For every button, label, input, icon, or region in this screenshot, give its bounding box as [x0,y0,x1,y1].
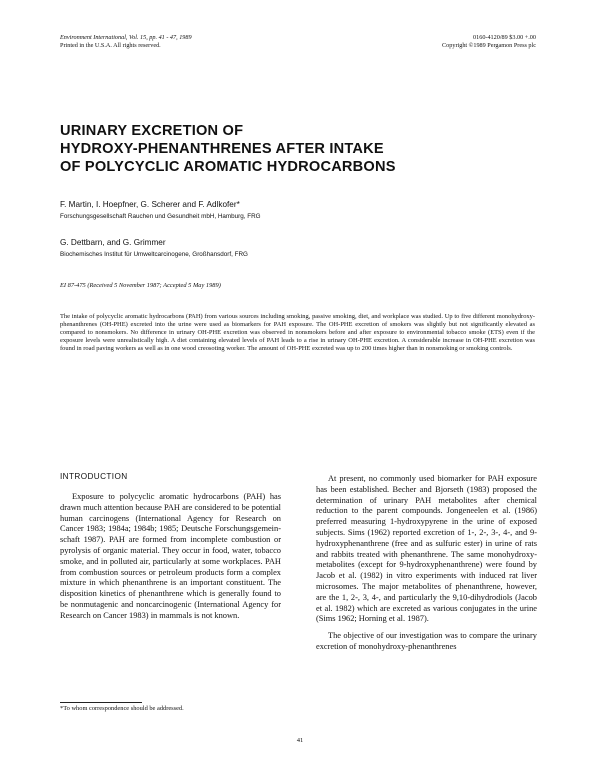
intro-paragraph-right-2: The objective of our investigation was to compare the urinary excretion of monohydroxy-phenanthrenes [316,631,537,651]
page-number: 41 [296,737,304,744]
authors-group-1: F. Martin, I. Hoepfner, G. Scherer and F. Adlkofer* [60,200,240,209]
printed-notice: Printed in the U.S.A. All rights reserved. [60,42,161,49]
issn-code: 0160-4120/89 $3.00 +.00 [473,34,536,41]
title-line-2: HYDROXY-PHENANTHRENES AFTER INTAKE [60,141,384,157]
correspondence-footnote: *To whom correspondence should be addressed. [60,705,184,712]
abstract: The intake of polycyclic aromatic hydrocarbons (PAH) from various sources including smoking, passive smoking, diet, and workplace was studied. Up to five different monohydroxy-phenanthrenes (OH-PHE) excreted into the urine were used as biomarkers for PAH exposure. The OH-PHE excretion of smokers was slightly but not significantly elevated as compared to nonsmokers. No difference in urinary OH-PHE excretion was observed in nonsmokers before and after exposure to environmental tobacco smoke (ETS) even if the exposure levels were unrealistically high. A diet containing elevated levels of PAH leads to a rise in urinary OH-PHE excretion. A considerable increase in OH-PHE excretion was found in road paving workers as well as in one wood creosoting worker. The amount of OH-PHE excreted was up to 200 times higher than in nonsmoking or smoking controls. [60,313,535,353]
left-column [60,492,281,622]
right-column [316,474,537,653]
authors-group-2: G. Dettbarn, and G. Grimmer [60,238,166,247]
received-accepted-dates: EI 87-475 (Received 5 November 1987; Accepted 5 May 1989) [60,282,221,289]
journal-header-left [60,34,320,50]
journal-header-right [336,34,536,50]
copyright-notice: Copyright ©1989 Pergamon Press plc [442,42,536,49]
intro-paragraph-left: Exposure to polycyclic aromatic hydrocarbons (PAH) has drawn much attention because PAH are considered to be potential human carcinogens (International Agency for Research on Cancer 1983; 1984a; 1984b; 1985; Deutsche Forschungsgemein-schaft 1987). PAH are formed from incomplete combustion or pyrolysis of organic material. They occur in food, water, tobacco smoke, and in polluted air, particularly at some workplaces. PAH from combustion sources or petroleum products form a complex mixture in which phenanthrene is an important constituent. The disposition kinetics of phenanthrene which is generally found to be nonmutagenic and noncarcinogenic (International Agency for Research on Cancer 1983) in mammals is not known. [60,492,281,620]
introduction-heading: INTRODUCTION [60,472,128,481]
journal-citation: Environment International, Vol. 15, pp. 41 - 47, 1989 [60,34,192,41]
title-line-3: OF POLYCYCLIC AROMATIC HYDROCARBONS [60,159,396,175]
footnote-divider [60,702,142,703]
affiliation-2: Biochemisches Institut für Umweltcarcinogene, Großhansdorf, FRG [60,251,248,258]
paper-title [60,122,540,176]
intro-paragraph-right-1: At present, no commonly used biomarker for PAH exposure has been established. Becher and Bjorseth (1983) proposed the determination of urinary PAH metabolites after chemical reduction to the parent compounds. Jongeneelen et al. (1986) preferred measuring 1-hydroxypyrene in the urine of exposed subjects. Sims (1962) reported excretion of 1-, 2-, 3-, 4-, and 9-hydroxyphenanthrene (free and as sulfuric ester) in urine of rats and rabbits treated with phenanthrene. The same monohydroxy-metabolites (except for 9-hydroxyphenanthrene) were found by Jacob et al. (1982) in vitro experiments with induced rat liver microsomes. The major metabolites of phenanthrene, however, are the 1, 2-, 3, 4-, and particularly the 9,10-dihydrodiols (Jacob et al. 1982) which are excreted as various conjugates in the urine (Sims 1962; Horning et al. 1987). [316,474,537,624]
title-line-1: URINARY EXCRETION OF [60,123,244,139]
affiliation-1: Forschungsgesellschaft Rauchen und Gesundheit mbH, Hamburg, FRG [60,213,261,220]
